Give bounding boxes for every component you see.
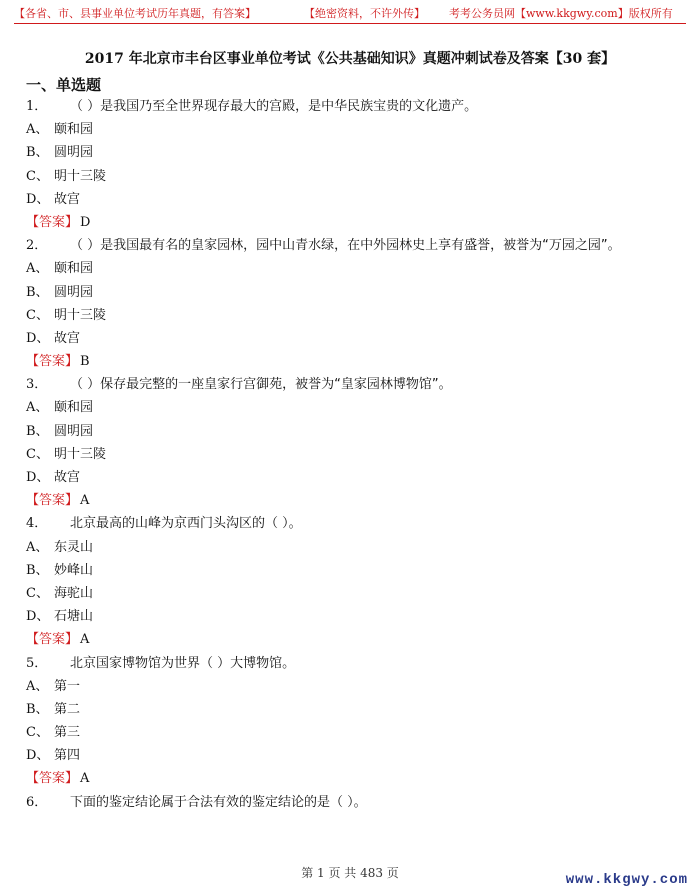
option-letter: C、 (26, 446, 49, 462)
answer-option (26, 582, 686, 605)
option-text: 石塘山 (54, 609, 94, 625)
answer-option (26, 396, 686, 419)
option-letter: B、 (26, 284, 49, 300)
option-letter: C、 (26, 725, 49, 741)
option-text: 颐和园 (54, 122, 94, 138)
document-title: 2017 年北京市丰台区事业单位考试《公共基础知识》真题冲刺试卷及答案【30 套】 (84, 51, 616, 67)
answer-option (26, 721, 686, 744)
header-right-text: 考考公务员网【www.kkgwy.com】版权所有 (449, 7, 673, 20)
answer-option (26, 165, 686, 188)
question-list (26, 95, 686, 814)
question-stem (26, 652, 686, 675)
question-number: 4． (26, 516, 48, 532)
site-watermark: www.kkgwy.com (565, 872, 688, 888)
option-text: 妙峰山 (54, 562, 94, 578)
option-letter: B、 (26, 145, 49, 161)
page-header (14, 5, 690, 23)
answer-option (26, 281, 686, 304)
option-letter: D、 (26, 330, 50, 346)
option-letter: A、 (26, 539, 49, 555)
option-letter: A、 (26, 678, 49, 694)
answer-label: 【答案】 (26, 771, 79, 787)
answer-value: A (80, 771, 90, 787)
question-text: 北京最高的山峰为京西门头沟区的（ ）。 (70, 516, 302, 532)
question-stem (26, 512, 686, 535)
answer-option (26, 257, 686, 280)
option-text: 东灵山 (54, 539, 94, 555)
section-heading: 一、单选题 (26, 76, 102, 94)
header-middle-text: 【绝密资料，不许外传】 (304, 7, 425, 20)
option-letter: D、 (26, 470, 50, 485)
answer-option (26, 327, 686, 350)
question-number: 6． (26, 794, 48, 810)
question-text: 是我国乃至全世界现存最大的宫殿，是中华民族宝贵的文化遗产。 (100, 99, 478, 114)
option-letter: B、 (26, 423, 49, 439)
answer-option (26, 118, 686, 141)
option-text: 明十三陵 (54, 307, 107, 323)
option-letter: C、 (26, 307, 49, 323)
option-text: 明十三陵 (54, 168, 107, 184)
answer-value: B (80, 354, 90, 370)
question-stem (26, 791, 686, 814)
option-text: 圆明园 (54, 145, 94, 161)
page-footer: 第 1 页 共 483 页 (301, 866, 399, 880)
header-divider (14, 23, 686, 24)
option-letter: A、 (26, 400, 49, 416)
answer-option (26, 141, 686, 164)
option-text: 颐和园 (54, 261, 94, 277)
answer-option (26, 420, 686, 443)
answer-blank: （ ） (70, 238, 101, 254)
option-text: 圆明园 (54, 284, 94, 300)
answer-option (26, 559, 686, 582)
answer-option (26, 304, 686, 327)
option-text: 第三 (54, 725, 81, 741)
answer-option (26, 744, 686, 767)
option-text: 颐和园 (54, 400, 94, 416)
answer-label: 【答案】 (26, 493, 79, 509)
option-letter: C、 (26, 168, 49, 184)
option-letter: D、 (26, 609, 50, 625)
answer-option (26, 443, 686, 466)
option-text: 第二 (54, 701, 81, 717)
option-text: 海驼山 (54, 585, 94, 601)
answer-line (26, 350, 686, 373)
option-text: 故宫 (54, 470, 81, 485)
option-text: 明十三陵 (54, 446, 107, 462)
question-text: 北京国家博物馆为世界（ ）大博物馆。 (70, 655, 296, 671)
option-text: 故宫 (54, 330, 81, 346)
question-number: 1． (26, 99, 48, 114)
answer-option (26, 188, 686, 211)
answer-line (26, 628, 686, 651)
answer-option (26, 466, 686, 489)
question-stem (26, 234, 686, 257)
question-stem (26, 373, 686, 396)
question-text: 下面的鉴定结论属于合法有效的鉴定结论的是（ ）。 (70, 794, 367, 810)
answer-label: 【答案】 (26, 214, 79, 230)
option-letter: B、 (26, 701, 49, 717)
answer-line (26, 211, 686, 234)
answer-blank: （ ） (70, 377, 101, 393)
answer-blank: （ ） (70, 99, 101, 114)
option-letter: B、 (26, 562, 49, 578)
answer-line (26, 767, 686, 790)
question-number: 2． (26, 238, 48, 254)
option-letter: A、 (26, 261, 49, 277)
answer-label: 【答案】 (26, 632, 79, 648)
question-stem (26, 95, 686, 118)
question-number: 5． (26, 655, 48, 671)
question-text: 保存最完整的一座皇家行宫御苑，被誉为“皇家园林博物馆”。 (100, 377, 452, 393)
answer-option (26, 675, 686, 698)
answer-option (26, 698, 686, 721)
option-letter: C、 (26, 585, 49, 601)
question-number: 3． (26, 377, 48, 393)
answer-value: A (80, 632, 90, 648)
option-text: 故宫 (54, 191, 81, 207)
question-text: 是我国最有名的皇家园林，园中山青水绿，在中外园林史上享有盛誉，被誉为“万园之园”。 (100, 238, 621, 254)
option-text: 圆明园 (54, 423, 94, 439)
answer-option (26, 536, 686, 559)
answer-line (26, 489, 686, 512)
answer-option (26, 605, 686, 628)
option-letter: D、 (26, 748, 50, 764)
answer-value: A (80, 493, 90, 509)
option-text: 第一 (54, 678, 81, 694)
option-letter: D、 (26, 191, 50, 207)
answer-label: 【答案】 (26, 354, 79, 370)
option-letter: A、 (26, 122, 49, 138)
option-text: 第四 (54, 748, 81, 764)
answer-value: D (80, 214, 91, 230)
header-left-text: 【各省、市、县事业单位考试历年真题，有答案】 (14, 7, 256, 20)
